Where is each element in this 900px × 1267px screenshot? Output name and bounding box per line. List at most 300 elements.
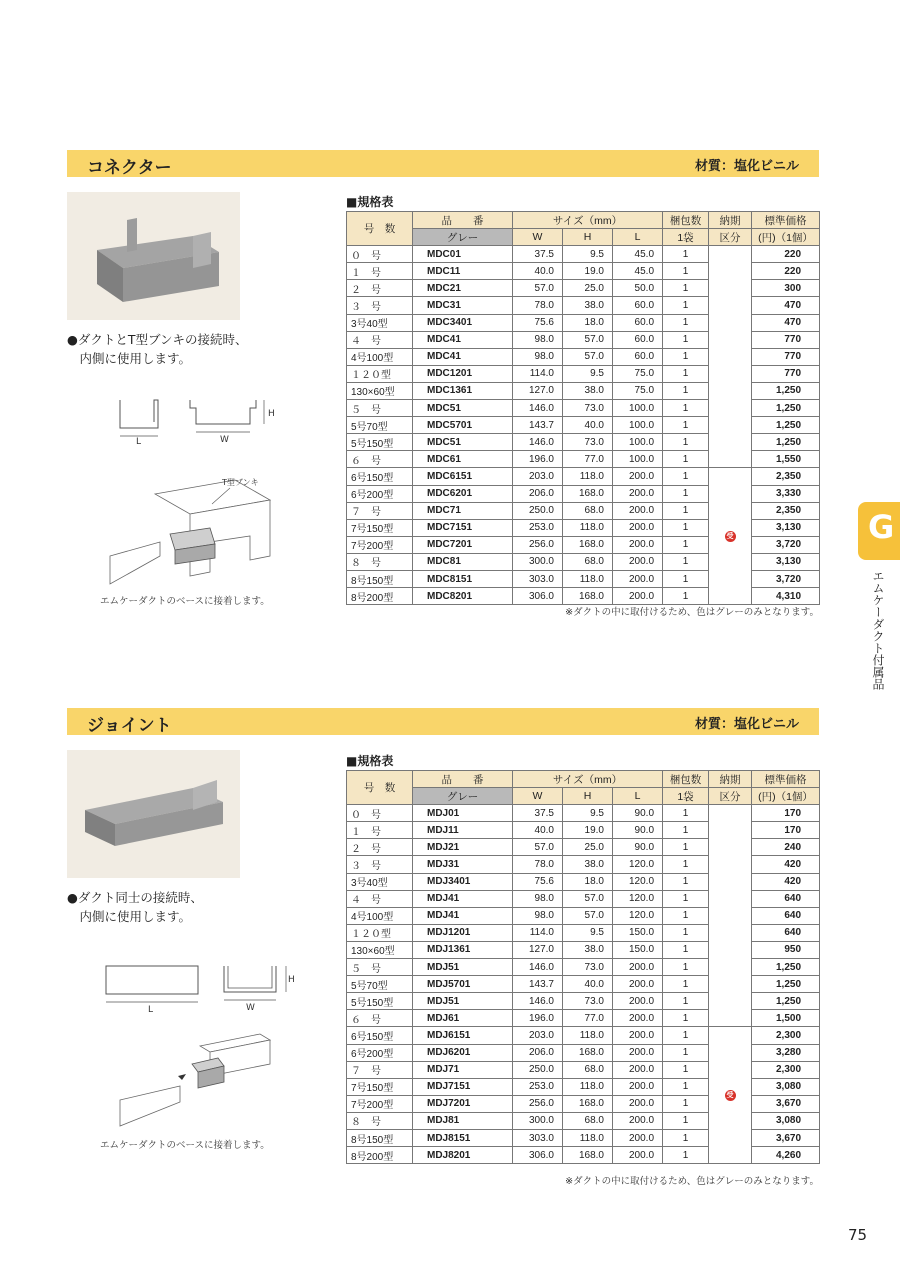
row-pack: 1 bbox=[663, 280, 709, 297]
dim-h-label: H bbox=[288, 975, 295, 985]
row-h: 73.0 bbox=[563, 434, 613, 451]
row-l: 200.0 bbox=[613, 502, 663, 519]
row-l: 200.0 bbox=[613, 553, 663, 570]
row-w: 98.0 bbox=[513, 907, 563, 924]
row-l: 200.0 bbox=[613, 1129, 663, 1146]
row-l: 100.0 bbox=[613, 434, 663, 451]
row-price: 220 bbox=[752, 246, 820, 263]
row-w: 206.0 bbox=[513, 485, 563, 502]
row-price: 470 bbox=[752, 314, 820, 331]
row-price: 1,500 bbox=[752, 1010, 820, 1027]
row-pack: 1 bbox=[663, 485, 709, 502]
row-model: MDJ1361 bbox=[413, 941, 513, 958]
row-w: 196.0 bbox=[513, 1010, 563, 1027]
row-l: 90.0 bbox=[613, 839, 663, 856]
row-h: 57.0 bbox=[563, 348, 613, 365]
header-pack: 梱包数 bbox=[663, 212, 709, 229]
row-l: 200.0 bbox=[613, 485, 663, 502]
row-h: 168.0 bbox=[563, 536, 613, 553]
row-w: 196.0 bbox=[513, 451, 563, 468]
row-price: 3,720 bbox=[752, 536, 820, 553]
row-l: 150.0 bbox=[613, 924, 663, 941]
row-w: 75.6 bbox=[513, 314, 563, 331]
row-price: 170 bbox=[752, 822, 820, 839]
header-model: 品 番 bbox=[413, 212, 513, 229]
row-h: 40.0 bbox=[563, 417, 613, 434]
row-pack: 1 bbox=[663, 588, 709, 605]
row-w: 98.0 bbox=[513, 890, 563, 907]
row-w: 114.0 bbox=[513, 365, 563, 382]
desc-line: 内側に使用します。 bbox=[67, 351, 192, 366]
table-row bbox=[347, 246, 820, 263]
material-label: 材質：塩化ビニル bbox=[694, 159, 799, 174]
row-pack: 1 bbox=[663, 993, 709, 1010]
row-pack: 1 bbox=[663, 348, 709, 365]
row-pack: 1 bbox=[663, 519, 709, 536]
row-model: MDC41 bbox=[413, 348, 513, 365]
row-price: 4,260 bbox=[752, 1147, 820, 1164]
connector-spec-table bbox=[346, 211, 820, 605]
row-l: 200.0 bbox=[613, 570, 663, 587]
row-l: 60.0 bbox=[613, 297, 663, 314]
connector-table-body bbox=[347, 246, 820, 605]
row-num: １ 号 bbox=[347, 822, 413, 839]
row-h: 9.5 bbox=[563, 805, 613, 822]
category-tab bbox=[858, 502, 900, 560]
row-price: 1,250 bbox=[752, 959, 820, 976]
row-w: 306.0 bbox=[513, 1147, 563, 1164]
row-num: 8号200型 bbox=[347, 1147, 413, 1164]
row-l: 200.0 bbox=[613, 468, 663, 485]
row-h: 38.0 bbox=[563, 941, 613, 958]
row-price: 640 bbox=[752, 924, 820, 941]
row-h: 73.0 bbox=[563, 993, 613, 1010]
row-w: 256.0 bbox=[513, 536, 563, 553]
row-num: １２０型 bbox=[347, 924, 413, 941]
header-price-sub: (円)（1個） bbox=[752, 788, 820, 805]
row-w: 206.0 bbox=[513, 1044, 563, 1061]
category-title: エムケーダクト付属品 bbox=[871, 570, 885, 690]
header-grey: グレー bbox=[413, 788, 513, 805]
row-pack: 1 bbox=[663, 890, 709, 907]
row-w: 250.0 bbox=[513, 502, 563, 519]
row-price: 640 bbox=[752, 890, 820, 907]
table-row bbox=[347, 1027, 820, 1044]
row-price: 240 bbox=[752, 839, 820, 856]
row-w: 303.0 bbox=[513, 570, 563, 587]
row-num: １２０型 bbox=[347, 365, 413, 382]
row-l: 200.0 bbox=[613, 536, 663, 553]
row-num: 7号200型 bbox=[347, 1095, 413, 1112]
header-model: 品 番 bbox=[413, 771, 513, 788]
row-price: 220 bbox=[752, 263, 820, 280]
row-num: ６ 号 bbox=[347, 1010, 413, 1027]
row-model: MDJ31 bbox=[413, 856, 513, 873]
row-price: 300 bbox=[752, 280, 820, 297]
connector-caption: エムケーダクトのベースに接着します。 bbox=[100, 596, 270, 607]
row-w: 146.0 bbox=[513, 400, 563, 417]
joint-install-diagram bbox=[100, 1030, 280, 1130]
row-h: 77.0 bbox=[563, 1010, 613, 1027]
tbranch-label: T型ブンキ bbox=[222, 478, 259, 487]
row-price: 170 bbox=[752, 805, 820, 822]
row-model: MDJ51 bbox=[413, 959, 513, 976]
row-price: 3,280 bbox=[752, 1044, 820, 1061]
row-w: 127.0 bbox=[513, 941, 563, 958]
row-price: 420 bbox=[752, 873, 820, 890]
row-price: 1,250 bbox=[752, 382, 820, 399]
row-model: MDJ8201 bbox=[413, 1147, 513, 1164]
row-h: 18.0 bbox=[563, 314, 613, 331]
joint-photo bbox=[67, 750, 240, 878]
row-l: 200.0 bbox=[613, 519, 663, 536]
joint-table-body bbox=[347, 805, 820, 1164]
dim-w-label: W bbox=[220, 435, 229, 445]
row-l: 100.0 bbox=[613, 451, 663, 468]
row-model: MDC8151 bbox=[413, 570, 513, 587]
section-title: コネクター bbox=[87, 158, 172, 178]
row-pack: 1 bbox=[663, 976, 709, 993]
row-pack: 1 bbox=[663, 536, 709, 553]
row-num: ２ 号 bbox=[347, 839, 413, 856]
row-price: 1,550 bbox=[752, 451, 820, 468]
row-num: 3号40型 bbox=[347, 873, 413, 890]
row-model: MDC1201 bbox=[413, 365, 513, 382]
row-model: MDJ11 bbox=[413, 822, 513, 839]
row-pack: 1 bbox=[663, 1061, 709, 1078]
row-price: 770 bbox=[752, 331, 820, 348]
row-w: 40.0 bbox=[513, 263, 563, 280]
row-l: 120.0 bbox=[613, 856, 663, 873]
row-price: 3,330 bbox=[752, 485, 820, 502]
row-num: 5号150型 bbox=[347, 434, 413, 451]
row-num: 5号150型 bbox=[347, 993, 413, 1010]
row-model: MDJ7151 bbox=[413, 1078, 513, 1095]
row-num: 6号150型 bbox=[347, 468, 413, 485]
row-num: ７ 号 bbox=[347, 502, 413, 519]
header-num: 号 数 bbox=[347, 771, 413, 805]
row-l: 200.0 bbox=[613, 1027, 663, 1044]
row-pack: 1 bbox=[663, 553, 709, 570]
row-num: ３ 号 bbox=[347, 856, 413, 873]
row-num: 4号100型 bbox=[347, 348, 413, 365]
row-w: 37.5 bbox=[513, 805, 563, 822]
row-model: MDC31 bbox=[413, 297, 513, 314]
row-l: 75.0 bbox=[613, 382, 663, 399]
category-letter: G bbox=[868, 508, 895, 546]
row-num: ７ 号 bbox=[347, 1061, 413, 1078]
spec-label: ■規格表 bbox=[346, 754, 394, 768]
row-pack: 1 bbox=[663, 314, 709, 331]
row-num: 5号70型 bbox=[347, 976, 413, 993]
header-size: サイズ（mm） bbox=[513, 212, 663, 229]
row-price: 2,300 bbox=[752, 1027, 820, 1044]
row-h: 118.0 bbox=[563, 1078, 613, 1095]
row-pack: 1 bbox=[663, 1044, 709, 1061]
row-h: 68.0 bbox=[563, 1112, 613, 1129]
row-pack: 1 bbox=[663, 451, 709, 468]
connector-photo bbox=[67, 192, 240, 320]
header-price: 標準価格 bbox=[752, 212, 820, 229]
row-pack: 1 bbox=[663, 856, 709, 873]
row-num: 7号200型 bbox=[347, 536, 413, 553]
page-number: 75 bbox=[848, 1226, 868, 1244]
row-pack: 1 bbox=[663, 959, 709, 976]
row-l: 120.0 bbox=[613, 873, 663, 890]
row-h: 19.0 bbox=[563, 822, 613, 839]
connector-note: ※ダクトの中に取付けるため、色はグレーのみとなります。 bbox=[565, 607, 819, 618]
row-l: 200.0 bbox=[613, 1061, 663, 1078]
row-price: 640 bbox=[752, 907, 820, 924]
row-w: 250.0 bbox=[513, 1061, 563, 1078]
row-pack: 1 bbox=[663, 839, 709, 856]
row-num: ６ 号 bbox=[347, 451, 413, 468]
row-price: 1,250 bbox=[752, 400, 820, 417]
row-price: 2,350 bbox=[752, 502, 820, 519]
row-w: 146.0 bbox=[513, 434, 563, 451]
row-model: MDJ41 bbox=[413, 907, 513, 924]
row-num: ２ 号 bbox=[347, 280, 413, 297]
row-model: MDC01 bbox=[413, 246, 513, 263]
row-h: 68.0 bbox=[563, 553, 613, 570]
row-l: 200.0 bbox=[613, 1112, 663, 1129]
row-pack: 1 bbox=[663, 246, 709, 263]
connector-description bbox=[67, 330, 248, 368]
row-price: 420 bbox=[752, 856, 820, 873]
row-h: 18.0 bbox=[563, 873, 613, 890]
row-price: 4,310 bbox=[752, 588, 820, 605]
desc-line: 内側に使用します。 bbox=[67, 909, 192, 924]
row-l: 90.0 bbox=[613, 822, 663, 839]
row-num: １ 号 bbox=[347, 263, 413, 280]
row-pack: 1 bbox=[663, 468, 709, 485]
row-h: 38.0 bbox=[563, 856, 613, 873]
row-w: 57.0 bbox=[513, 280, 563, 297]
row-price: 1,250 bbox=[752, 434, 820, 451]
row-model: MDC21 bbox=[413, 280, 513, 297]
row-pack: 1 bbox=[663, 365, 709, 382]
row-num: ８ 号 bbox=[347, 1112, 413, 1129]
row-price: 950 bbox=[752, 941, 820, 958]
row-num: 3号40型 bbox=[347, 314, 413, 331]
row-model: MDC41 bbox=[413, 331, 513, 348]
row-price: 1,250 bbox=[752, 976, 820, 993]
row-num: 130×60型 bbox=[347, 382, 413, 399]
row-lead-standard bbox=[709, 805, 752, 1027]
row-model: MDJ3401 bbox=[413, 873, 513, 890]
header-w: W bbox=[513, 788, 563, 805]
table-row bbox=[347, 468, 820, 485]
row-price: 3,670 bbox=[752, 1129, 820, 1146]
row-w: 127.0 bbox=[513, 382, 563, 399]
row-num: ５ 号 bbox=[347, 959, 413, 976]
row-model: MDC51 bbox=[413, 400, 513, 417]
row-h: 168.0 bbox=[563, 1044, 613, 1061]
row-w: 37.5 bbox=[513, 246, 563, 263]
row-num: 8号150型 bbox=[347, 570, 413, 587]
row-num: 4号100型 bbox=[347, 907, 413, 924]
row-model: MDC8201 bbox=[413, 588, 513, 605]
row-model: MDJ6201 bbox=[413, 1044, 513, 1061]
row-l: 90.0 bbox=[613, 805, 663, 822]
row-pack: 1 bbox=[663, 907, 709, 924]
row-l: 60.0 bbox=[613, 314, 663, 331]
row-h: 25.0 bbox=[563, 280, 613, 297]
table-row bbox=[347, 805, 820, 822]
row-model: MDC11 bbox=[413, 263, 513, 280]
row-h: 118.0 bbox=[563, 468, 613, 485]
row-pack: 1 bbox=[663, 400, 709, 417]
header-size: サイズ（mm） bbox=[513, 771, 663, 788]
row-lead-standard bbox=[709, 246, 752, 468]
row-w: 78.0 bbox=[513, 856, 563, 873]
row-model: MDC7151 bbox=[413, 519, 513, 536]
section-bar-joint bbox=[67, 708, 819, 735]
header-lead: 納期 bbox=[709, 771, 752, 788]
row-num: ４ 号 bbox=[347, 331, 413, 348]
joint-spec-table bbox=[346, 770, 820, 1164]
row-h: 168.0 bbox=[563, 1147, 613, 1164]
spec-label: ■規格表 bbox=[346, 195, 394, 209]
row-h: 168.0 bbox=[563, 1095, 613, 1112]
header-lead: 納期 bbox=[709, 212, 752, 229]
row-l: 200.0 bbox=[613, 1010, 663, 1027]
row-num: 7号150型 bbox=[347, 519, 413, 536]
row-l: 200.0 bbox=[613, 1147, 663, 1164]
header-price: 標準価格 bbox=[752, 771, 820, 788]
row-num: 8号200型 bbox=[347, 588, 413, 605]
row-w: 146.0 bbox=[513, 993, 563, 1010]
row-l: 45.0 bbox=[613, 263, 663, 280]
row-w: 143.7 bbox=[513, 417, 563, 434]
row-price: 2,300 bbox=[752, 1061, 820, 1078]
row-w: 253.0 bbox=[513, 519, 563, 536]
header-w: W bbox=[513, 229, 563, 246]
connector-install-diagram bbox=[100, 476, 280, 586]
row-h: 9.5 bbox=[563, 924, 613, 941]
header-h: H bbox=[563, 788, 613, 805]
row-num: ８ 号 bbox=[347, 553, 413, 570]
row-w: 40.0 bbox=[513, 822, 563, 839]
row-model: MDJ71 bbox=[413, 1061, 513, 1078]
row-l: 60.0 bbox=[613, 331, 663, 348]
row-price: 1,250 bbox=[752, 417, 820, 434]
row-l: 150.0 bbox=[613, 941, 663, 958]
header-price-sub: (円)（1個） bbox=[752, 229, 820, 246]
row-h: 73.0 bbox=[563, 400, 613, 417]
row-w: 203.0 bbox=[513, 1027, 563, 1044]
row-model: MDC51 bbox=[413, 434, 513, 451]
dim-l-label: L bbox=[148, 1005, 154, 1015]
header-h: H bbox=[563, 229, 613, 246]
row-l: 50.0 bbox=[613, 280, 663, 297]
row-num: 130×60型 bbox=[347, 941, 413, 958]
row-price: 3,080 bbox=[752, 1112, 820, 1129]
row-pack: 1 bbox=[663, 924, 709, 941]
row-w: 75.6 bbox=[513, 873, 563, 890]
row-model: MDJ41 bbox=[413, 890, 513, 907]
connector-dimension-diagram bbox=[100, 392, 290, 452]
row-pack: 1 bbox=[663, 805, 709, 822]
row-pack: 1 bbox=[663, 1095, 709, 1112]
row-model: MDC5701 bbox=[413, 417, 513, 434]
row-h: 57.0 bbox=[563, 907, 613, 924]
row-model: MDJ8151 bbox=[413, 1129, 513, 1146]
header-lead-sub: 区分 bbox=[709, 229, 752, 246]
row-num: ０ 号 bbox=[347, 246, 413, 263]
row-num: 8号150型 bbox=[347, 1129, 413, 1146]
row-price: 2,350 bbox=[752, 468, 820, 485]
row-h: 168.0 bbox=[563, 588, 613, 605]
row-h: 38.0 bbox=[563, 382, 613, 399]
row-model: MDC6201 bbox=[413, 485, 513, 502]
row-pack: 1 bbox=[663, 1010, 709, 1027]
row-num: ３ 号 bbox=[347, 297, 413, 314]
row-pack: 1 bbox=[663, 822, 709, 839]
row-pack: 1 bbox=[663, 417, 709, 434]
row-h: 57.0 bbox=[563, 331, 613, 348]
row-model: MDC7201 bbox=[413, 536, 513, 553]
row-w: 146.0 bbox=[513, 959, 563, 976]
row-price: 3,080 bbox=[752, 1078, 820, 1095]
row-h: 118.0 bbox=[563, 519, 613, 536]
row-model: MDJ01 bbox=[413, 805, 513, 822]
row-pack: 1 bbox=[663, 382, 709, 399]
joint-dimension-diagram bbox=[100, 960, 300, 1016]
row-model: MDJ5701 bbox=[413, 976, 513, 993]
row-h: 118.0 bbox=[563, 1027, 613, 1044]
row-w: 203.0 bbox=[513, 468, 563, 485]
row-model: MDC61 bbox=[413, 451, 513, 468]
header-pack-sub: 1袋 bbox=[663, 229, 709, 246]
desc-line: ●ダクトとT型ブンキの接続時、 bbox=[67, 332, 248, 347]
row-price: 770 bbox=[752, 365, 820, 382]
joint-caption: エムケーダクトのベースに接着します。 bbox=[100, 1140, 270, 1151]
material-label: 材質：塩化ビニル bbox=[694, 717, 799, 732]
row-num: ５ 号 bbox=[347, 400, 413, 417]
row-price: 470 bbox=[752, 297, 820, 314]
row-pack: 1 bbox=[663, 502, 709, 519]
row-pack: 1 bbox=[663, 941, 709, 958]
row-model: MDC3401 bbox=[413, 314, 513, 331]
header-grey: グレー bbox=[413, 229, 513, 246]
row-h: 9.5 bbox=[563, 365, 613, 382]
row-num: ０ 号 bbox=[347, 805, 413, 822]
row-l: 120.0 bbox=[613, 907, 663, 924]
row-pack: 1 bbox=[663, 263, 709, 280]
row-h: 118.0 bbox=[563, 570, 613, 587]
row-l: 75.0 bbox=[613, 365, 663, 382]
row-l: 45.0 bbox=[613, 246, 663, 263]
made-to-order-icon: 受 bbox=[726, 533, 734, 541]
row-model: MDJ61 bbox=[413, 1010, 513, 1027]
dim-h-label: H bbox=[268, 409, 275, 419]
row-l: 200.0 bbox=[613, 1095, 663, 1112]
row-model: MDC71 bbox=[413, 502, 513, 519]
row-num: 6号150型 bbox=[347, 1027, 413, 1044]
row-model: MDJ81 bbox=[413, 1112, 513, 1129]
row-h: 168.0 bbox=[563, 485, 613, 502]
row-num: 6号200型 bbox=[347, 485, 413, 502]
row-price: 3,670 bbox=[752, 1095, 820, 1112]
row-l: 120.0 bbox=[613, 890, 663, 907]
row-num: ４ 号 bbox=[347, 890, 413, 907]
row-pack: 1 bbox=[663, 1078, 709, 1095]
row-num: 5号70型 bbox=[347, 417, 413, 434]
row-lead-order bbox=[709, 468, 752, 605]
row-l: 200.0 bbox=[613, 1078, 663, 1095]
row-h: 25.0 bbox=[563, 839, 613, 856]
